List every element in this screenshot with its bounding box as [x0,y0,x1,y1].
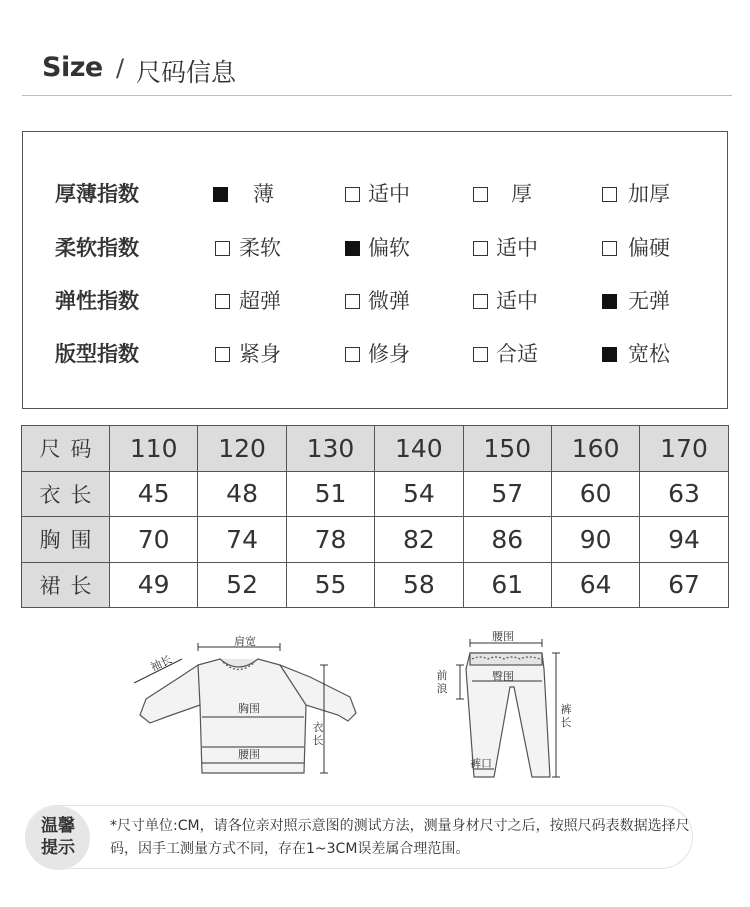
length-label: 衣长 [312,721,324,747]
option-label: 微弹 [368,289,410,313]
table-cell: 45 [110,471,198,517]
index-label: 厚薄指数 [55,182,139,206]
option-label: 偏硬 [628,236,670,260]
table-row-chest [22,517,729,563]
fabric-index-panel [22,131,728,409]
tip-badge-label: 温馨提示 [41,816,75,858]
table-cell: 49 [110,562,198,608]
table-cell: 54 [375,471,463,517]
checkbox-icon [345,294,360,309]
table-cell: 160 [551,426,639,472]
title-separator: / [116,54,125,82]
pant-length-label: 裤长 [560,703,572,729]
title-chinese: 尺码信息 [136,58,237,87]
checkbox-icon [473,187,488,202]
hip-label: 臀围 [492,670,514,683]
leg-opening-label: 裤口 [470,757,492,770]
option-label: 适中 [496,236,538,260]
option-label: 薄 [253,182,274,206]
table-cell: 130 [286,426,374,472]
table-cell: 70 [110,517,198,563]
table-cell: 55 [286,562,374,608]
checkbox-icon [602,187,617,202]
checkbox-icon [602,294,617,309]
table-row-skirt-length [22,562,729,608]
table-cell: 57 [463,471,551,517]
checkbox-icon [473,294,488,309]
option-label: 合适 [496,342,538,366]
option-label: 修身 [368,342,410,366]
table-row-length [22,471,729,517]
tip-text: *尺寸单位:CM，请各位亲对照示意图的测试方法，测量身材尺寸之后，按照尺码表数据选择尺码，因手工测量方式不同，存在1~3CM误差属合理范围。 [110,818,690,857]
option-label: 柔软 [239,236,281,260]
option-label: 适中 [496,289,538,313]
waist-label: 腰围 [492,630,514,643]
table-cell: 140 [375,426,463,472]
row-header: 衣长 [22,471,110,517]
table-cell: 90 [551,517,639,563]
option-label: 紧身 [239,342,281,366]
option-label: 宽松 [628,342,670,366]
checkbox-icon [215,241,230,256]
index-label: 版型指数 [55,342,139,366]
index-row-thickness [23,179,727,209]
table-cell: 82 [375,517,463,563]
index-label: 柔软指数 [55,236,139,260]
table-cell: 52 [198,562,286,608]
index-row-elasticity [23,286,727,316]
shoulder-width-label: 肩宽 [234,635,256,648]
checkbox-icon [473,347,488,362]
table-cell: 64 [551,562,639,608]
checkbox-icon [473,241,488,256]
table-cell: 61 [463,562,551,608]
table-cell: 86 [463,517,551,563]
table-cell: 58 [375,562,463,608]
option-label: 偏软 [368,236,410,260]
shirt-measurement-diagram [120,625,370,785]
index-row-softness [23,233,727,263]
row-header: 胸围 [22,517,110,563]
checkbox-icon [213,187,228,202]
sleeve-length-label: 袖长 [148,652,174,674]
table-cell: 78 [286,517,374,563]
table-cell: 120 [198,426,286,472]
pants-measurement-diagram [430,625,590,785]
chest-label: 胸围 [238,702,260,715]
table-cell: 74 [198,517,286,563]
option-label: 厚 [511,182,532,206]
tip-badge [26,806,90,870]
checkbox-icon [215,294,230,309]
index-row-fit [23,339,727,369]
table-cell: 94 [640,517,728,563]
front-rise-label: 前浪 [436,669,448,695]
table-cell: 60 [551,471,639,517]
option-label: 适中 [368,182,410,206]
title-english: Size [42,52,103,83]
table-cell: 67 [640,562,728,608]
option-label: 加厚 [628,182,670,206]
table-cell: 150 [463,426,551,472]
row-header: 尺码 [22,426,110,472]
checkbox-icon [215,347,230,362]
index-label: 弹性指数 [55,289,139,313]
checkbox-icon [345,347,360,362]
table-cell: 170 [640,426,728,472]
hem-label: 腰围 [238,748,260,761]
row-header: 裙长 [22,562,110,608]
checkbox-icon [602,347,617,362]
tip-banner [25,805,693,869]
table-row-size [22,426,729,472]
option-label: 超弹 [239,289,281,313]
checkbox-icon [345,187,360,202]
page-header [22,52,732,96]
checkbox-icon [602,241,617,256]
option-label: 无弹 [628,289,670,313]
size-table [21,425,729,608]
table-cell: 110 [110,426,198,472]
table-cell: 48 [198,471,286,517]
table-cell: 51 [286,471,374,517]
checkbox-icon [345,241,360,256]
table-cell: 63 [640,471,728,517]
